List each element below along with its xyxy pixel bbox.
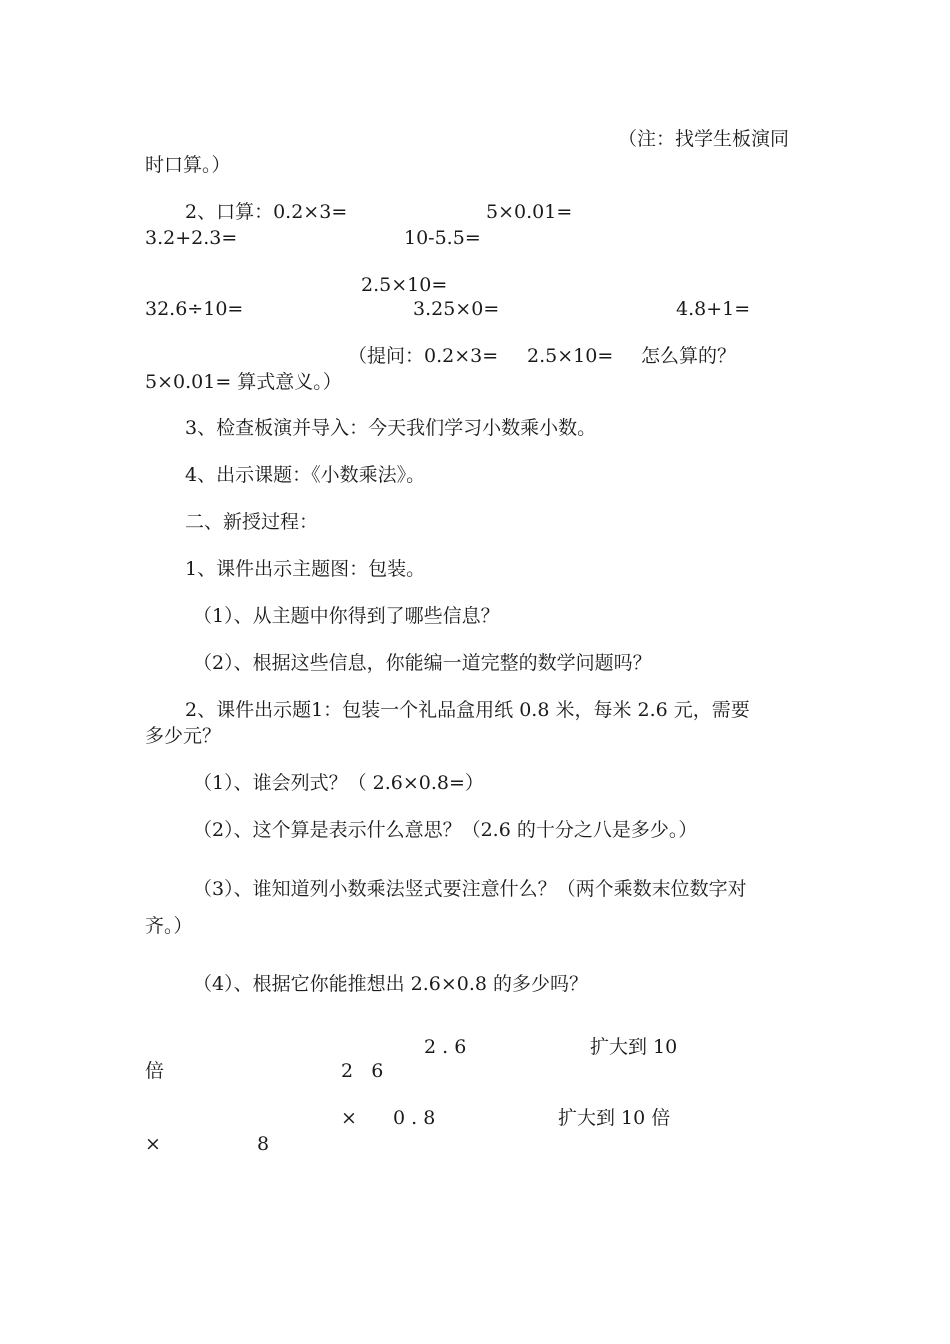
note-line2: 时口算。） [145, 154, 231, 176]
s2-question-4: （4）、根据它你能推想出 2.6×0.8 的多少吗？ [193, 973, 589, 995]
oral-expr-2: 5×0.01= [486, 201, 573, 223]
vertical-expand-1: 扩大到 10 [590, 1036, 678, 1058]
s1-title: 1、课件出示主题图：包装。 [185, 558, 426, 580]
s2-line1: 2、课件出示题1：包装一个礼品盒用纸 0.8 米，每米 2.6 元，需要 [185, 699, 750, 721]
section2-heading: 二、新授过程： [185, 511, 319, 533]
s2-line2: 多少元？ [145, 725, 222, 747]
s2-question-1: （1）、谁会列式？（ 2.6×0.8=） [193, 772, 484, 794]
question-line2: 5×0.01= 算式意义。） [145, 371, 342, 393]
vertical-top-number: 2 . 6 [424, 1036, 467, 1058]
s1-question-2: （2）、根据这些信息，你能编一道完整的数学问题吗？ [193, 652, 652, 674]
vertical-expand-2: 扩大到 10 倍 [558, 1107, 671, 1129]
vertical-top-integer: 2 6 [341, 1060, 384, 1082]
oral-expr-7: 3.25×0= [413, 298, 500, 320]
vertical-bottom-integer: 8 [257, 1133, 270, 1155]
vertical-times-sign-2: × [145, 1133, 161, 1155]
s2-question-3-line2: 齐。） [145, 915, 193, 937]
oral-expr-3: 3.2+2.3= [145, 227, 238, 249]
step3-text: 3、检查板演并导入：今天我们学习小数乘小数。 [185, 417, 597, 439]
s2-question-2: （2）、这个算是表示什么意思？（2.6 的十分之八是多少。） [193, 819, 698, 841]
vertical-bei: 倍 [145, 1060, 165, 1082]
question-part1: （提问：0.2×3= [348, 345, 499, 367]
s2-question-3-line1: （3）、谁知道列小数乘法竖式要注意什么？（两个乘数末位数字对 [193, 878, 747, 900]
oral-expr-5: 2.5×10= [361, 274, 448, 296]
oral-expr-4: 10-5.5= [404, 227, 481, 249]
note-line1: （注：找学生板演同 [618, 128, 790, 150]
vertical-times-sign: × [341, 1107, 357, 1129]
question-part2: 2.5×10= [527, 345, 614, 367]
vertical-bottom-number: 0 . 8 [393, 1107, 436, 1129]
oral-label: 2、口算：0.2×3= [185, 201, 348, 223]
s1-question-1: （1）、从主题中你得到了哪些信息？ [193, 605, 500, 627]
step4-text: 4、出示课题：《小数乘法》。 [185, 464, 426, 486]
question-part3: 怎么算的？ [641, 345, 737, 367]
oral-expr-6: 32.6÷10= [145, 298, 244, 320]
oral-expr-8: 4.8+1= [676, 298, 751, 320]
